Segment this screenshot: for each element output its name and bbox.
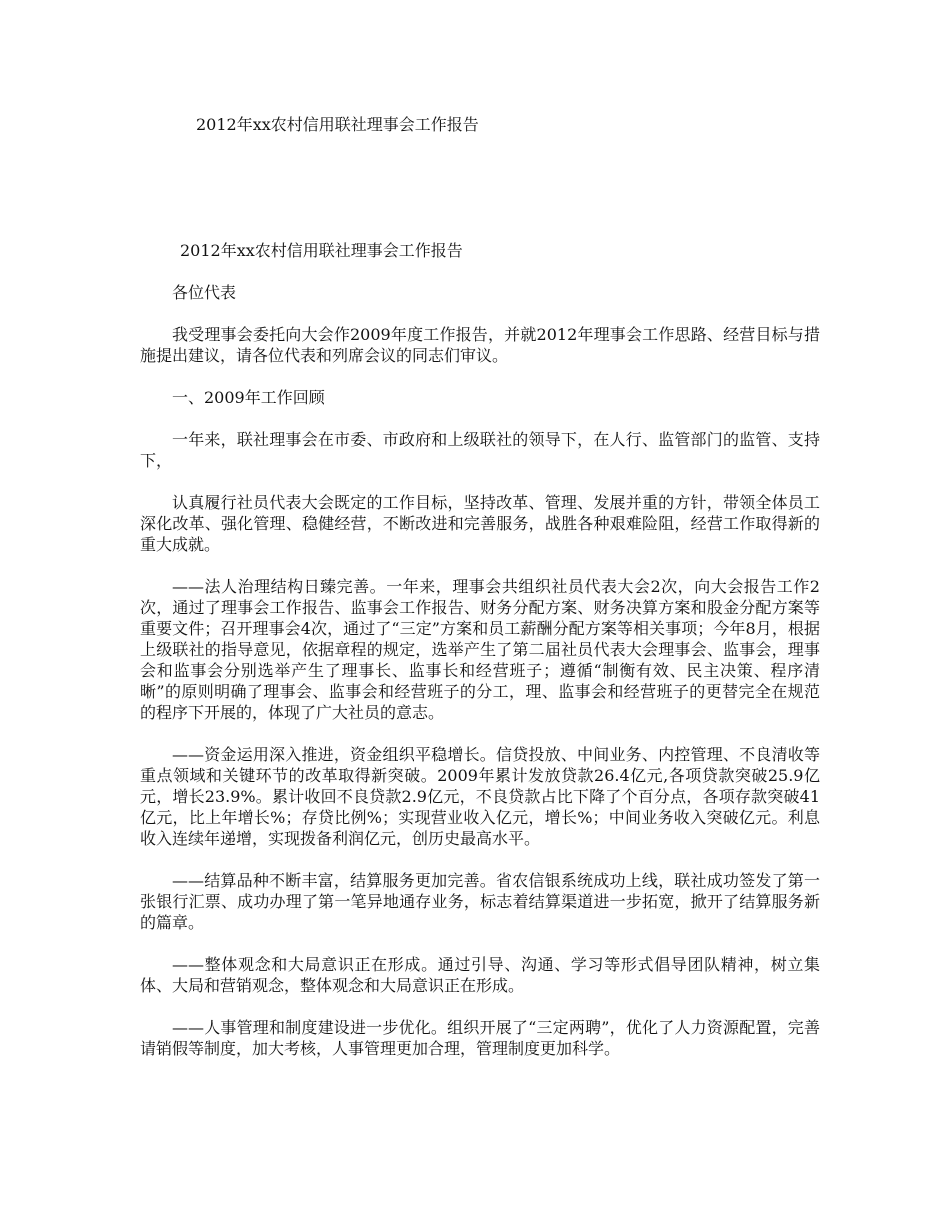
- document-title: 2012年xx农村信用联社理事会工作报告: [180, 241, 463, 260]
- paragraph: 一年来，联社理事会在市委、市政府和上级联社的领导下，在人行、监管部门的监管、支持下，: [140, 430, 820, 470]
- paragraph: ——整体观念和大局意识正在形成。通过引导、沟通、学习等形式倡导团队精神，树立集体、大局和营销观念，整体观念和大局意识正在形成。: [140, 955, 820, 995]
- document-body: [140, 240, 820, 1080]
- paragraph: ——结算品种不断丰富，结算服务更加完善。省农信银系统成功上线，联社成功签发了第一张银行汇票、成功办理了第一笔异地通存业务，标志着结算渠道进一步拓宽，掀开了结算服务新的篇章。: [140, 871, 820, 932]
- section-heading: 一、2009年工作回顾: [172, 388, 325, 407]
- paragraph: ——资金运用深入推进，资金组织平稳增长。信贷投放、中间业务、内控管理、不良清收等重点领域和关键环节的改革取得新突破。2009年累计发放贷款26.4亿元,各项贷款突破25.9亿元，增长23.9%。累计收回不良贷款2.9亿元，不良贷款占比下降了个百分点，各项存款突破41亿元，比上年增长%；存贷比例%；实现营业收入亿元，增长%；中间业务收入突破亿元。利息收入连续年递增，实现拨备利润亿元，创历史最高水平。: [140, 745, 820, 848]
- paragraph: ——法人治理结构日臻完善。一年来，理事会共组织社员代表大会2次，向大会报告工作2次，通过了理事会工作报告、监事会工作报告、财务分配方案、财务决算方案和股金分配方案等重要文件；召开理事会4次，通过了“三定”方案和员工薪酬分配方案等相关事项；今年8月，根据上级联社的指导意见，依据章程的规定，选举产生了第二届社员代表大会理事会、监事会，理事会和监事会分别选举产生了理事长、监事长和经营班子；遵循“制衡有效、民主决策、程序清晰”的原则明确了理事会、监事会和经营班子的分工，理、监事会和经营班子的更替完全在规范的程序下开展的，体现了广大社员的意志。: [140, 577, 820, 722]
- paragraph: ——人事管理和制度建设进一步优化。组织开展了“三定两聘”，优化了人力资源配置，完善请销假等制度，加大考核，人事管理更加合理，管理制度更加科学。: [140, 1018, 820, 1058]
- paragraph: 认真履行社员代表大会既定的工作目标，坚持改革、管理、发展并重的方针，带领全体员工深化改革、强化管理、稳健经营，不断改进和完善服务，战胜各种艰难险阻，经营工作取得新的重大成就。: [140, 493, 820, 554]
- salutation: 各位代表: [172, 283, 237, 302]
- paragraph: 我受理事会委托向大会作2009年度工作报告，并就2012年理事会工作思路、经营目标与措施提出建议，请各位代表和列席会议的同志们审议。: [140, 325, 820, 365]
- header-title: 2012年xx农村信用联社理事会工作报告: [196, 115, 479, 134]
